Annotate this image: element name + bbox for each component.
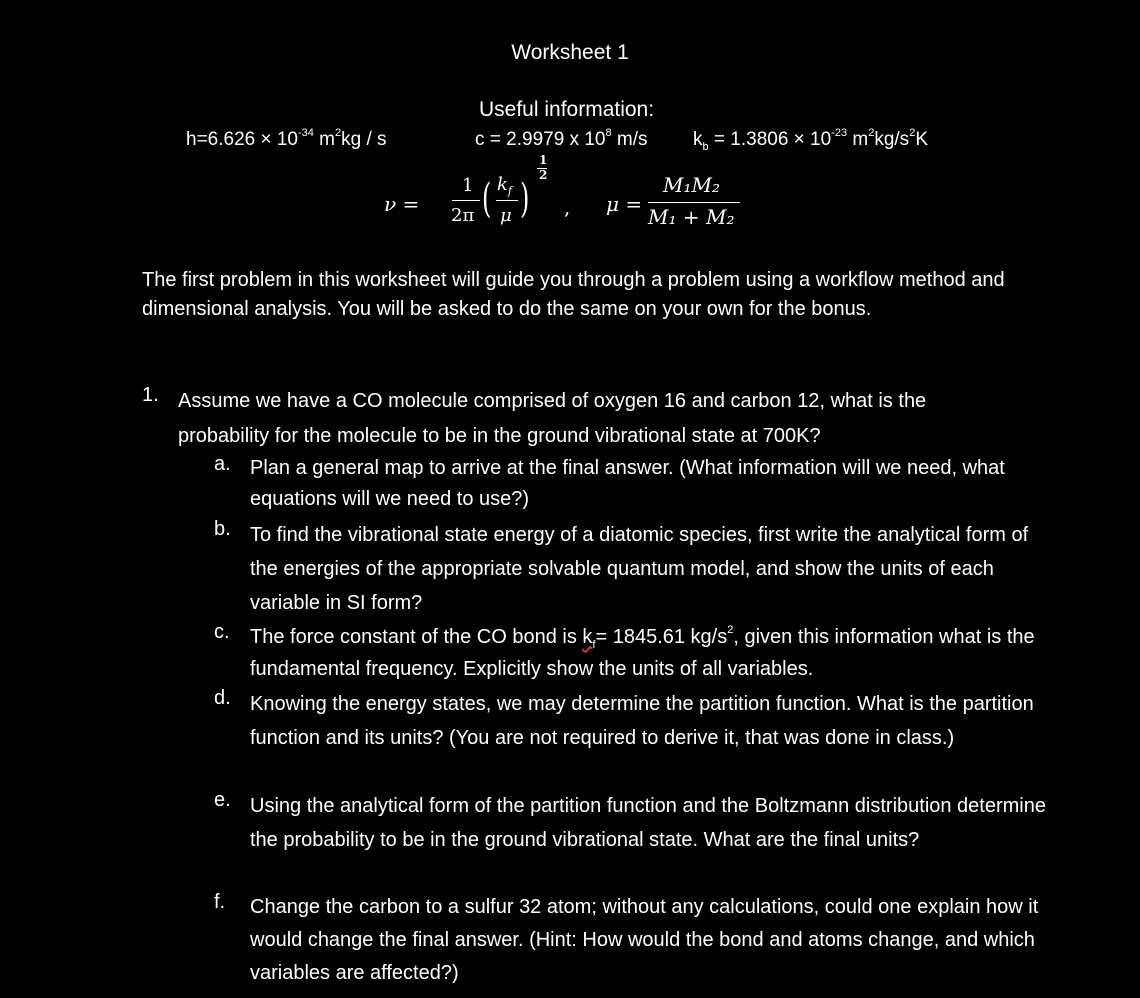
item-text: The force constant of the CO bond is $k_f= 1845.61$ $kg/s^2$, given this information what is the fundamental frequency. Explicitly show the units of all variables.: [250, 624, 1035, 680]
item-letter: e.: [214, 789, 231, 811]
mu-frac-bar: [648, 202, 740, 203]
item-text: Using the analytical form of the partition function and the Boltzmann distribution determine the probability to be in the ground vibrational state. What are the final units?: [250, 795, 1046, 851]
inner-frac-bar: [496, 200, 518, 201]
question-number: 1.: [142, 384, 159, 406]
kf-spellcheck: $k_f$: [582, 626, 596, 651]
frac-num: 1: [462, 175, 474, 196]
item-letter: f.: [214, 891, 226, 913]
nu-lhs: ν =: [384, 192, 420, 216]
frac-den: 2π: [451, 205, 475, 226]
right-paren: ): [520, 176, 530, 222]
item-letter: c.: [214, 621, 230, 643]
item-text: To find the vibrational state energy of a diatomic species, first write the analytical form of the energies of the appropriate solvable quantum model, and show the units of each variable in SI form?: [250, 524, 1029, 614]
intro-paragraph: The first problem in this worksheet will guide you through a problem using a workflow method and dimensional analysis. You will be asked to do the same on your own for the bonus.: [142, 269, 1005, 320]
comma: ,: [564, 195, 571, 219]
mu-lhs: μ =: [606, 192, 643, 216]
item-text: Change the carbon to a sulfur 32 atom; without any calculations, could one explain how it would change the final answer. (Hint: How would the bond and atoms change, and which variables are affected?): [250, 896, 1039, 984]
mu-den: M₁ + M₂: [648, 205, 735, 229]
boltzmann-constant: $k_b = 1.3806 \times 10^{-23}$ $m^2kg/s^2K$: [693, 126, 928, 153]
useful-info-heading: Useful information:: [479, 98, 655, 121]
kf-symbol: $k_f$: [497, 174, 512, 198]
mu-num: M₁M₂: [663, 173, 720, 197]
mu-denominator: μ: [500, 205, 512, 226]
item-letter: a.: [214, 453, 231, 475]
left-paren: (: [482, 176, 492, 222]
speed-of-light: c = 2.9979 x $10^8$ m/s: [475, 126, 648, 150]
question-text: Assume we have a CO molecule comprised of oxygen 16 and carbon 12, what is the probability for the molecule to be in the ground vibrational state at 700K?: [178, 390, 927, 447]
item-letter: b.: [214, 518, 231, 540]
page-title: Worksheet 1: [511, 41, 629, 64]
item-letter: d.: [214, 687, 231, 709]
planck-constant: $h=6.626 \times 10^{-34}$ $m^2kg$ / s: [186, 126, 387, 150]
half-num: 1: [539, 153, 548, 167]
frac-bar: [452, 200, 480, 201]
item-text: Plan a general map to arrive at the final answer. (What information will we need, what equations will we need to use?): [250, 457, 1005, 510]
item-text: Knowing the energy states, we may determine the partition function. What is the partition function and its units? (You are not required to derive it, that was done in class.): [250, 693, 1034, 749]
half-den: 2: [539, 168, 548, 182]
